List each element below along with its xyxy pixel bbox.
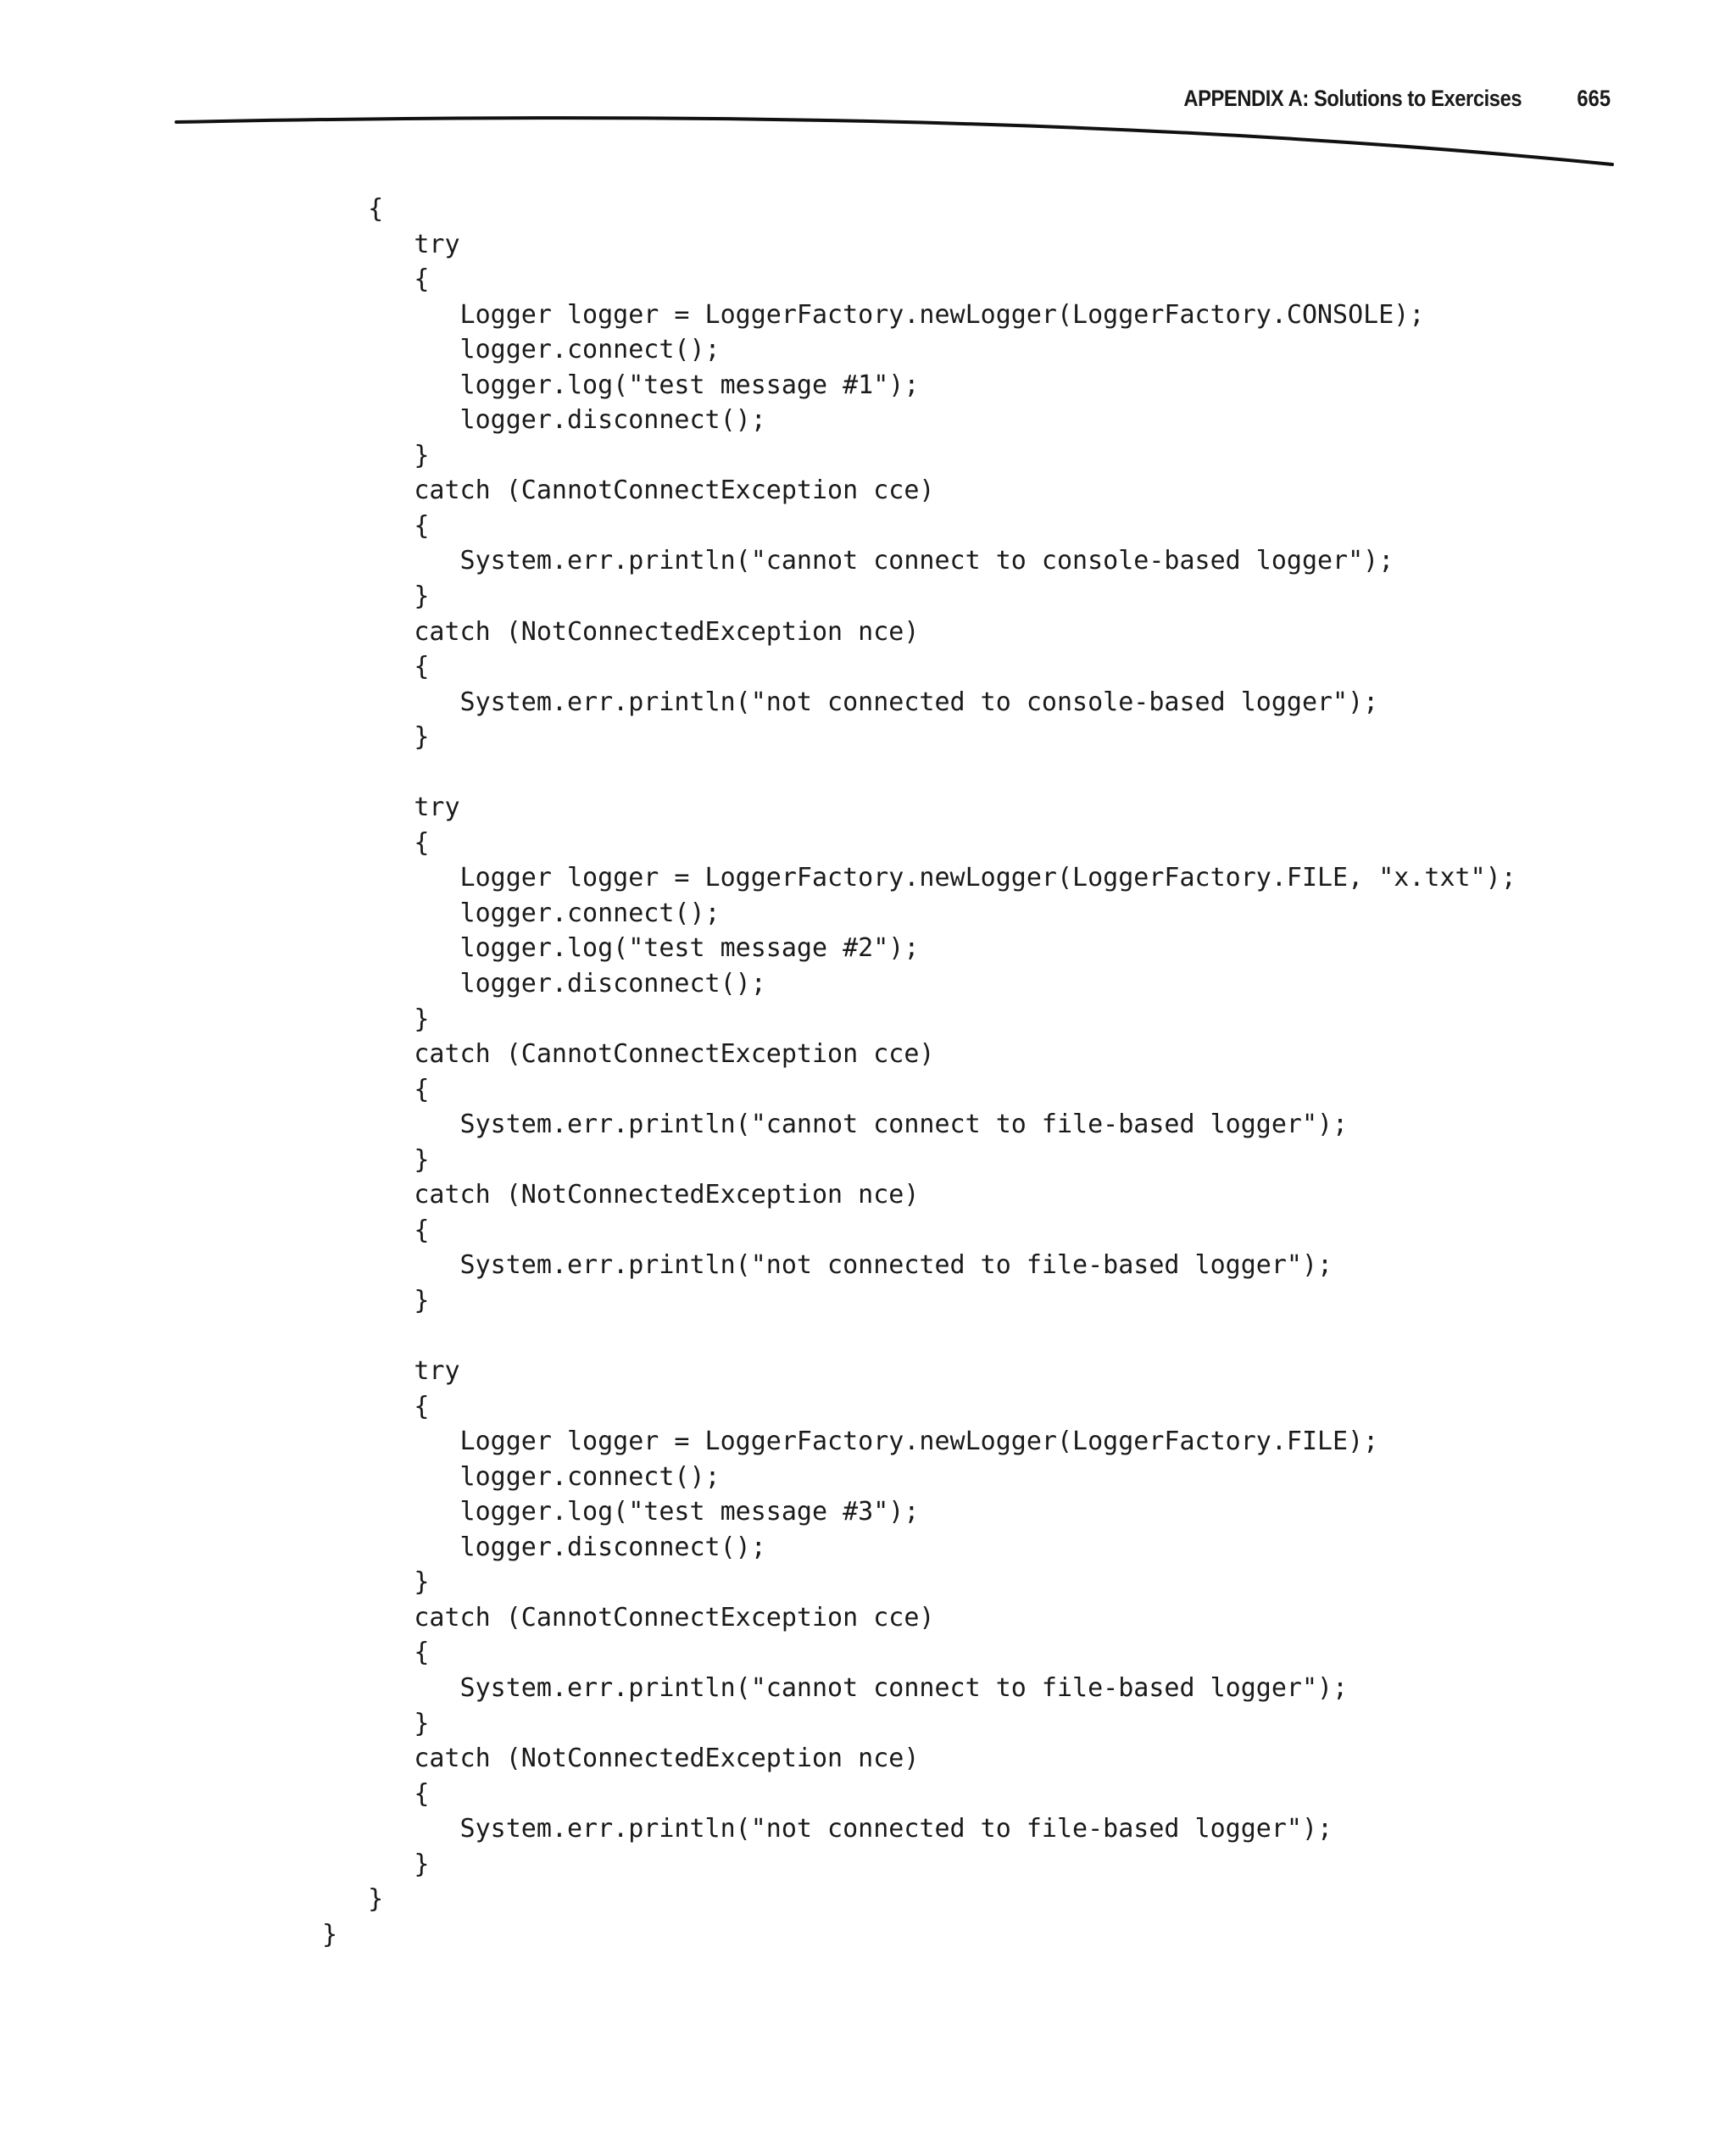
code-line: Logger logger = LoggerFactory.newLogger(LoggerFactory.FILE, "x.txt"); xyxy=(322,863,1516,893)
code-line: } xyxy=(322,1884,384,1915)
code-line: logger.log("test message #2"); xyxy=(322,933,920,964)
code-line: { xyxy=(322,652,430,682)
code-line: logger.disconnect(); xyxy=(322,969,766,999)
code-line: logger.disconnect(); xyxy=(322,405,766,436)
code-line: } xyxy=(322,581,430,612)
code-line: { xyxy=(322,1778,430,1809)
code-line: } xyxy=(322,1144,430,1175)
code-line: Logger logger = LoggerFactory.newLogger(LoggerFactory.FILE); xyxy=(322,1427,1379,1457)
code-listing xyxy=(322,192,1516,1952)
code-line: System.err.println("not connected to file-based logger"); xyxy=(322,1250,1333,1281)
code-line: } xyxy=(322,1849,430,1879)
code-line: { xyxy=(322,194,384,224)
code-line: catch (NotConnectedException nce) xyxy=(322,1180,920,1210)
code-line: try xyxy=(322,229,460,259)
code-line xyxy=(322,1319,1516,1354)
code-line: catch (CannotConnectException cce) xyxy=(322,1039,935,1070)
code-line: logger.connect(); xyxy=(322,1461,721,1492)
code-line: { xyxy=(322,264,430,295)
code-line: logger.log("test message #1"); xyxy=(322,370,920,400)
code-line: logger.log("test message #3"); xyxy=(322,1497,920,1527)
code-line: } xyxy=(322,1567,430,1598)
code-line: { xyxy=(322,1638,430,1668)
code-line: { xyxy=(322,1074,430,1104)
code-line: logger.disconnect(); xyxy=(322,1532,766,1562)
code-line: System.err.println("not connected to file-based logger"); xyxy=(322,1814,1333,1844)
code-line: } xyxy=(322,1004,430,1034)
code-line: Logger logger = LoggerFactory.newLogger(LoggerFactory.CONSOLE); xyxy=(322,299,1425,330)
code-line: System.err.println("cannot connect to file-based logger"); xyxy=(322,1672,1349,1703)
section-title: APPENDIX A: Solutions to Exercises xyxy=(1183,85,1522,111)
code-line: { xyxy=(322,827,430,858)
code-line: } xyxy=(322,440,430,470)
code-line: } xyxy=(322,1919,338,1950)
code-line: } xyxy=(322,1708,430,1738)
code-line: catch (NotConnectedException nce) xyxy=(322,616,920,647)
code-line xyxy=(322,755,1516,791)
page-number: 665 xyxy=(1577,85,1611,111)
code-line: { xyxy=(322,1391,430,1421)
code-line: System.err.println("cannot connect to file-based logger"); xyxy=(322,1110,1349,1140)
code-line: { xyxy=(322,510,430,541)
code-line: } xyxy=(322,722,430,753)
code-line: catch (CannotConnectException cce) xyxy=(322,1602,935,1633)
code-line: logger.connect(); xyxy=(322,335,721,365)
code-line: try xyxy=(322,793,460,823)
code-line: catch (NotConnectedException nce) xyxy=(322,1744,920,1774)
code-line: System.err.println("not connected to console-based logger"); xyxy=(322,687,1379,717)
code-line: } xyxy=(322,1285,430,1316)
header-rule xyxy=(0,102,1736,178)
code-line: { xyxy=(322,1215,430,1245)
code-line: catch (CannotConnectException cce) xyxy=(322,476,935,506)
code-line: logger.connect(); xyxy=(322,898,721,928)
code-line: try xyxy=(322,1356,460,1387)
code-line: System.err.println("cannot connect to console-based logger"); xyxy=(322,546,1394,576)
